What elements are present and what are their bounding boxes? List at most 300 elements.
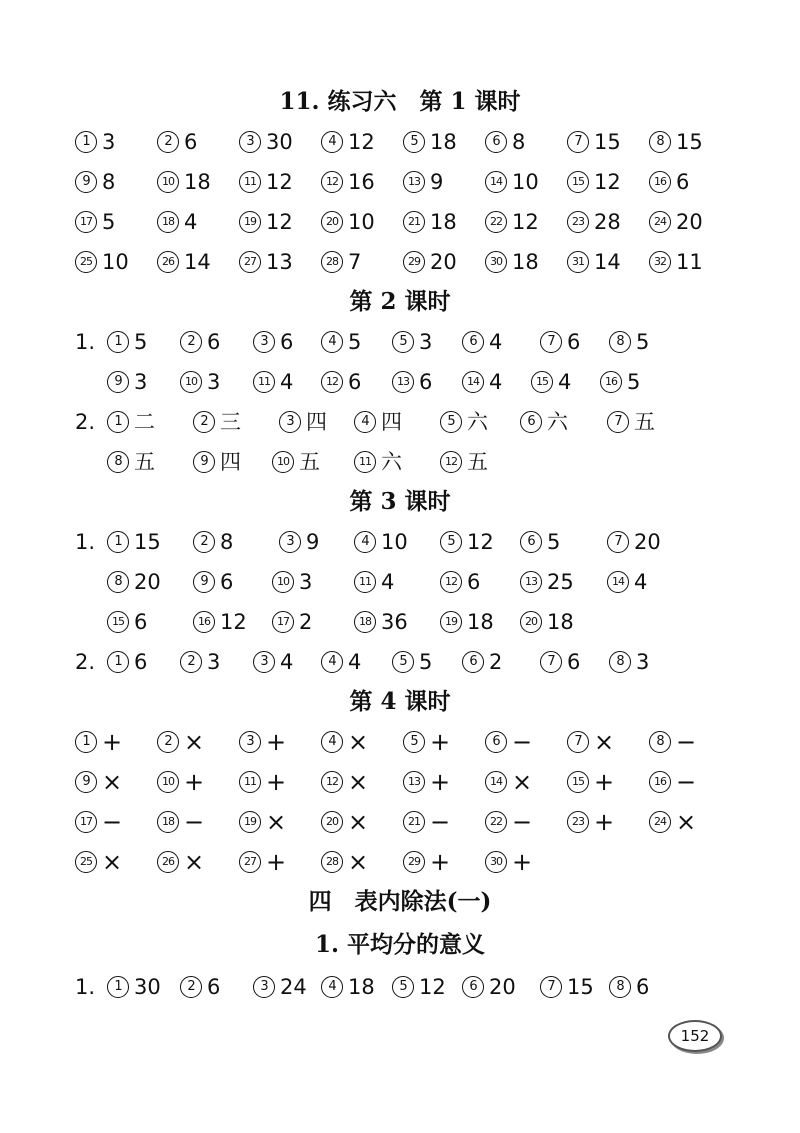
circled-number: 21 xyxy=(403,211,425,233)
answer-item xyxy=(321,127,375,157)
circled-number: 3 xyxy=(239,131,261,153)
circled-number: 5 xyxy=(392,331,414,353)
answer-item xyxy=(440,527,494,557)
circled-number: 18 xyxy=(354,611,376,633)
answer-value: 二 xyxy=(134,410,155,434)
answer-item xyxy=(649,167,689,197)
answer-value: × xyxy=(102,768,123,796)
answer-item xyxy=(321,327,361,357)
answer-item xyxy=(567,807,614,837)
answer-value: + xyxy=(266,768,287,796)
answer-item xyxy=(649,247,703,277)
heading-lesson-3: 第 3 课时 xyxy=(349,488,451,515)
circled-number: 10 xyxy=(157,771,179,793)
answer-item xyxy=(253,327,293,357)
answer-item xyxy=(403,207,457,237)
answer-value: 4 xyxy=(348,650,362,674)
answer-value: 24 xyxy=(280,975,307,999)
answer-item xyxy=(567,207,621,237)
circled-number: 27 xyxy=(239,251,261,273)
circled-number: 5 xyxy=(392,651,414,673)
answer-value: 6 xyxy=(134,650,148,674)
answer-value: 3 xyxy=(102,130,116,154)
answer-item xyxy=(485,847,532,877)
answer-item xyxy=(403,847,450,877)
circled-number: 21 xyxy=(403,811,425,833)
answer-value: 6 xyxy=(467,570,481,594)
circled-number: 25 xyxy=(75,851,97,873)
answer-value: 9 xyxy=(306,530,320,554)
answer-value: 5 xyxy=(627,370,641,394)
circled-number: 11 xyxy=(354,451,376,473)
answer-value: 18 xyxy=(184,170,211,194)
answer-value: × xyxy=(512,768,533,796)
answer-value: 14 xyxy=(184,250,211,274)
heading-exercise-6-lesson-1: 11. 练习六 第 1 课时 xyxy=(279,88,521,115)
answer-value: 6 xyxy=(419,370,433,394)
circled-number: 14 xyxy=(485,771,507,793)
answer-value: × xyxy=(348,848,369,876)
circled-number: 10 xyxy=(180,371,202,393)
heading-chapter-4-lesson-1: 1. 平均分的意义 xyxy=(314,931,486,958)
answer-value: 20 xyxy=(430,250,457,274)
circled-number: 3 xyxy=(253,651,275,673)
question-number: 1. xyxy=(75,330,96,354)
answer-value: 12 xyxy=(467,530,494,554)
answer-value: − xyxy=(512,728,533,756)
answer-value: 6 xyxy=(636,975,650,999)
answer-value: 6 xyxy=(207,330,221,354)
answer-item xyxy=(239,127,293,157)
answer-item xyxy=(239,247,293,277)
answer-value: 14 xyxy=(594,250,621,274)
answer-value: + xyxy=(594,768,615,796)
circled-number: 12 xyxy=(321,171,343,193)
circled-number: 12 xyxy=(321,371,343,393)
answer-item xyxy=(321,167,375,197)
answer-item xyxy=(107,567,161,597)
answer-value: 五 xyxy=(134,450,155,474)
answer-value: 18 xyxy=(467,610,494,634)
question-number: 2. xyxy=(75,650,96,674)
answer-value: 四 xyxy=(306,410,327,434)
circled-number: 8 xyxy=(107,571,129,593)
question-number: 2. xyxy=(75,410,96,434)
answer-item xyxy=(253,972,307,1002)
circled-number: 30 xyxy=(485,251,507,273)
answer-item xyxy=(75,807,122,837)
answer-item xyxy=(354,407,402,437)
answer-item xyxy=(272,567,312,597)
answer-value: 9 xyxy=(430,170,444,194)
answer-value: 3 xyxy=(134,370,148,394)
circled-number: 12 xyxy=(440,451,462,473)
answer-value: 13 xyxy=(266,250,293,274)
circled-number: 11 xyxy=(239,171,261,193)
answer-value: 12 xyxy=(266,210,293,234)
answer-value: × xyxy=(348,808,369,836)
circled-number: 1 xyxy=(75,731,97,753)
answer-item xyxy=(272,607,312,637)
answer-value: 4 xyxy=(558,370,572,394)
answer-item xyxy=(75,767,122,797)
answer-value: 10 xyxy=(102,250,129,274)
answer-value: 15 xyxy=(134,530,161,554)
answer-item xyxy=(403,807,450,837)
answer-value: 25 xyxy=(547,570,574,594)
circled-number: 19 xyxy=(239,811,261,833)
answer-item xyxy=(321,367,361,397)
circled-number: 2 xyxy=(180,331,202,353)
circled-number: 1 xyxy=(107,651,129,673)
answer-item xyxy=(354,527,408,557)
circled-number: 10 xyxy=(157,171,179,193)
answer-item xyxy=(107,972,161,1002)
answer-item xyxy=(440,407,488,437)
answer-value: 12 xyxy=(512,210,539,234)
answer-item xyxy=(157,207,197,237)
answer-item xyxy=(403,767,450,797)
answer-value: + xyxy=(430,768,451,796)
answer-item xyxy=(440,567,480,597)
answer-value: − xyxy=(184,808,205,836)
circled-number: 6 xyxy=(462,331,484,353)
answer-value: 四 xyxy=(220,450,241,474)
answer-item xyxy=(239,727,286,757)
heading-lesson-2: 第 2 课时 xyxy=(349,288,451,315)
answer-value: + xyxy=(102,728,123,756)
answer-value: 8 xyxy=(102,170,116,194)
answer-item xyxy=(485,127,525,157)
answer-value: 6 xyxy=(676,170,690,194)
circled-number: 13 xyxy=(403,171,425,193)
answer-item xyxy=(75,167,115,197)
circled-number: 7 xyxy=(607,531,629,553)
answer-value: 10 xyxy=(381,530,408,554)
answer-item xyxy=(485,167,539,197)
answer-item xyxy=(354,607,408,637)
answer-item xyxy=(180,972,220,1002)
circled-number: 23 xyxy=(567,211,589,233)
answer-value: 18 xyxy=(547,610,574,634)
answer-value: 6 xyxy=(280,330,294,354)
circled-number: 29 xyxy=(403,251,425,273)
answer-item xyxy=(403,727,450,757)
answer-item xyxy=(107,647,147,677)
circled-number: 6 xyxy=(520,531,542,553)
circled-number: 2 xyxy=(193,411,215,433)
answer-value: × xyxy=(102,848,123,876)
answer-value: 6 xyxy=(207,975,221,999)
answer-value: 8 xyxy=(220,530,234,554)
answer-value: 6 xyxy=(348,370,362,394)
circled-number: 5 xyxy=(403,131,425,153)
circled-number: 9 xyxy=(75,771,97,793)
answer-value: 20 xyxy=(634,530,661,554)
circled-number: 32 xyxy=(649,251,671,273)
answer-value: + xyxy=(266,728,287,756)
circled-number: 30 xyxy=(485,851,507,873)
answer-item xyxy=(609,972,649,1002)
answer-value: 36 xyxy=(381,610,408,634)
answer-item xyxy=(354,447,402,477)
circled-number: 16 xyxy=(193,611,215,633)
answer-item xyxy=(157,807,204,837)
answer-value: 16 xyxy=(348,170,375,194)
circled-number: 12 xyxy=(440,571,462,593)
answer-item xyxy=(649,207,703,237)
answer-item xyxy=(75,207,115,237)
answer-value: 10 xyxy=(348,210,375,234)
circled-number: 7 xyxy=(540,331,562,353)
answer-item xyxy=(239,847,286,877)
answer-item xyxy=(272,447,320,477)
answer-value: 30 xyxy=(266,130,293,154)
answer-item xyxy=(75,847,122,877)
answer-item xyxy=(193,607,247,637)
circled-number: 12 xyxy=(321,771,343,793)
answer-item xyxy=(462,367,502,397)
circled-number: 28 xyxy=(321,851,343,873)
answer-item xyxy=(607,527,661,557)
answer-item xyxy=(107,367,147,397)
circled-number: 19 xyxy=(239,211,261,233)
answer-item xyxy=(321,727,368,757)
answer-value: × xyxy=(184,848,205,876)
answer-value: + xyxy=(594,808,615,836)
circled-number: 24 xyxy=(649,811,671,833)
answer-value: 4 xyxy=(489,330,503,354)
question-number: 1. xyxy=(75,975,96,999)
answer-item xyxy=(392,367,432,397)
answer-value: 五 xyxy=(467,450,488,474)
answer-value: 三 xyxy=(220,410,241,434)
answer-value: 3 xyxy=(636,650,650,674)
question-number: 1. xyxy=(75,530,96,554)
circled-number: 1 xyxy=(75,131,97,153)
answer-item xyxy=(157,847,204,877)
answer-value: 4 xyxy=(489,370,503,394)
answer-value: 15 xyxy=(594,130,621,154)
circled-number: 7 xyxy=(607,411,629,433)
answer-value: 18 xyxy=(430,130,457,154)
answer-value: 8 xyxy=(512,130,526,154)
answer-value: 六 xyxy=(467,410,488,434)
answer-item xyxy=(107,527,161,557)
answer-value: 5 xyxy=(348,330,362,354)
circled-number: 4 xyxy=(321,131,343,153)
answer-value: × xyxy=(348,728,369,756)
answer-item xyxy=(239,807,286,837)
circled-number: 27 xyxy=(239,851,261,873)
answer-item xyxy=(354,567,394,597)
answer-item xyxy=(180,647,220,677)
circled-number: 26 xyxy=(157,251,179,273)
circled-number: 1 xyxy=(107,411,129,433)
answer-value: 4 xyxy=(280,650,294,674)
answer-item xyxy=(520,607,574,637)
answer-item xyxy=(279,407,327,437)
answer-value: 12 xyxy=(266,170,293,194)
answer-item xyxy=(157,247,211,277)
circled-number: 8 xyxy=(609,331,631,353)
answer-item xyxy=(567,727,614,757)
answer-item xyxy=(567,247,621,277)
answer-item xyxy=(239,207,293,237)
answer-value: − xyxy=(430,808,451,836)
answer-value: 5 xyxy=(134,330,148,354)
answer-value: 6 xyxy=(567,330,581,354)
circled-number: 6 xyxy=(485,131,507,153)
answer-item xyxy=(253,367,293,397)
circled-number: 15 xyxy=(107,611,129,633)
circled-number: 16 xyxy=(649,171,671,193)
answer-item xyxy=(239,167,293,197)
circled-number: 19 xyxy=(440,611,462,633)
answer-item xyxy=(321,972,375,1002)
answer-item xyxy=(485,247,539,277)
answer-item xyxy=(279,527,319,557)
answer-item xyxy=(600,367,640,397)
answer-item xyxy=(239,767,286,797)
circled-number: 1 xyxy=(107,531,129,553)
circled-number: 20 xyxy=(321,211,343,233)
answer-item xyxy=(107,607,147,637)
circled-number: 20 xyxy=(520,611,542,633)
circled-number: 1 xyxy=(107,331,129,353)
circled-number: 3 xyxy=(253,976,275,998)
answer-value: 28 xyxy=(594,210,621,234)
answer-value: − xyxy=(512,808,533,836)
circled-number: 7 xyxy=(540,976,562,998)
circled-number: 8 xyxy=(107,451,129,473)
answer-value: 7 xyxy=(348,250,362,274)
answer-value: 20 xyxy=(489,975,516,999)
answer-item xyxy=(193,407,241,437)
circled-number: 10 xyxy=(272,451,294,473)
circled-number: 1 xyxy=(107,976,129,998)
circled-number: 6 xyxy=(462,976,484,998)
answer-item xyxy=(462,327,502,357)
circled-number: 24 xyxy=(649,211,671,233)
answer-item xyxy=(520,527,560,557)
answer-item xyxy=(107,407,155,437)
circled-number: 22 xyxy=(485,211,507,233)
answer-value: + xyxy=(184,768,205,796)
answer-item xyxy=(392,647,432,677)
answer-value: 12 xyxy=(348,130,375,154)
answer-value: 4 xyxy=(184,210,198,234)
answer-item xyxy=(392,327,432,357)
answer-value: 4 xyxy=(280,370,294,394)
answer-value: 4 xyxy=(381,570,395,594)
answer-value: + xyxy=(512,848,533,876)
answer-item xyxy=(485,207,539,237)
answer-item xyxy=(649,727,696,757)
circled-number: 2 xyxy=(157,131,179,153)
circled-number: 10 xyxy=(272,571,294,593)
answer-value: 4 xyxy=(634,570,648,594)
answer-value: 5 xyxy=(636,330,650,354)
answer-item xyxy=(462,647,502,677)
answer-value: − xyxy=(102,808,123,836)
answer-value: − xyxy=(676,728,697,756)
answer-item xyxy=(540,647,580,677)
answer-item xyxy=(485,767,532,797)
circled-number: 17 xyxy=(75,211,97,233)
answer-item xyxy=(485,727,532,757)
answer-value: × xyxy=(184,728,205,756)
answer-item xyxy=(403,127,457,157)
circled-number: 2 xyxy=(180,651,202,673)
circled-number: 2 xyxy=(180,976,202,998)
circled-number: 4 xyxy=(321,731,343,753)
answer-value: 5 xyxy=(419,650,433,674)
circled-number: 3 xyxy=(253,331,275,353)
answer-item xyxy=(193,527,233,557)
answer-value: 5 xyxy=(102,210,116,234)
answer-value: 20 xyxy=(134,570,161,594)
answer-item xyxy=(540,972,594,1002)
circled-number: 18 xyxy=(157,211,179,233)
answer-item xyxy=(609,647,649,677)
answer-item xyxy=(253,647,293,677)
circled-number: 17 xyxy=(272,611,294,633)
answer-item xyxy=(403,167,443,197)
answer-value: 3 xyxy=(299,570,313,594)
answer-value: 18 xyxy=(348,975,375,999)
circled-number: 2 xyxy=(157,731,179,753)
answer-item xyxy=(107,327,147,357)
circled-number: 6 xyxy=(485,731,507,753)
circled-number: 9 xyxy=(193,451,215,473)
answer-item xyxy=(440,447,488,477)
answer-item xyxy=(440,607,494,637)
answer-value: 2 xyxy=(299,610,313,634)
answer-item xyxy=(75,127,115,157)
circled-number: 5 xyxy=(440,411,462,433)
answer-value: 6 xyxy=(134,610,148,634)
circled-number: 11 xyxy=(253,371,275,393)
answer-value: 5 xyxy=(547,530,561,554)
heading-chapter-4: 四 表内除法(一) xyxy=(308,888,492,915)
answer-value: 10 xyxy=(512,170,539,194)
answer-item xyxy=(321,807,368,837)
circled-number: 2 xyxy=(193,531,215,553)
circled-number: 25 xyxy=(75,251,97,273)
circled-number: 8 xyxy=(609,651,631,673)
circled-number: 5 xyxy=(440,531,462,553)
circled-number: 9 xyxy=(75,171,97,193)
answer-item xyxy=(607,407,655,437)
answer-item xyxy=(321,767,368,797)
answer-item xyxy=(520,407,568,437)
answer-value: 18 xyxy=(430,210,457,234)
answer-value: 3 xyxy=(207,650,221,674)
circled-number: 3 xyxy=(279,531,301,553)
answer-item xyxy=(321,847,368,877)
circled-number: 11 xyxy=(354,571,376,593)
circled-number: 6 xyxy=(520,411,542,433)
circled-number: 23 xyxy=(567,811,589,833)
circled-number: 9 xyxy=(193,571,215,593)
answer-value: 6 xyxy=(567,650,581,674)
answer-item xyxy=(567,767,614,797)
circled-number: 3 xyxy=(279,411,301,433)
answer-value: + xyxy=(430,848,451,876)
circled-number: 8 xyxy=(609,976,631,998)
circled-number: 29 xyxy=(403,851,425,873)
